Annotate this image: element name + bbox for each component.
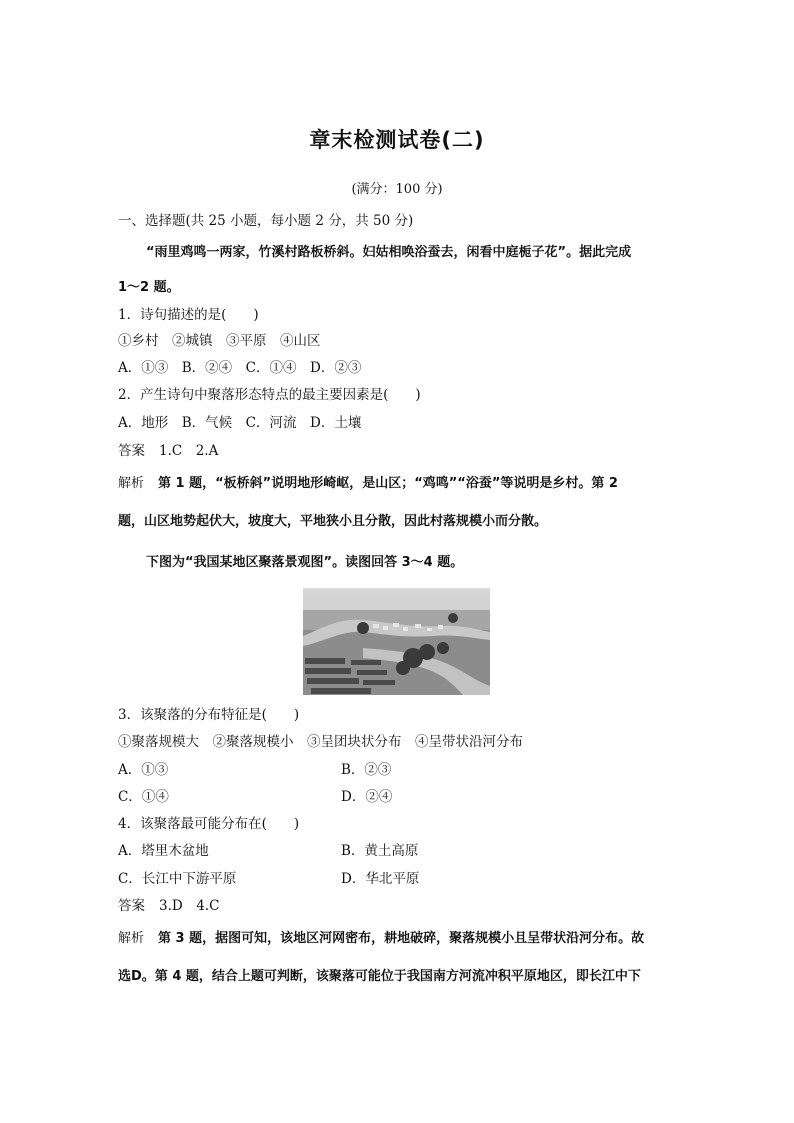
analysis-label: 解析 (118, 931, 145, 946)
analysis-label: 解析 (118, 476, 145, 491)
poem-intro-line1: “雨里鸡鸣一两家，竹溪村路板桥斜。妇姑相唤浴蚕去，闲看中庭栀子花”。据此完成 (146, 245, 632, 260)
q3-choices: ①聚落规模大 ②聚落规模小 ③呈团块状分布 ④呈带状沿河分布 (118, 734, 523, 750)
q3-stem: 3．该聚落的分布特征是( ) (118, 707, 300, 723)
figure-intro: 下图为“我国某地区聚落景观图”。读图回答 3～4 题。 (146, 555, 464, 570)
q4-option-c: C．长江中下游平原 (118, 871, 237, 887)
poem-intro-line2: 1～2 题。 (118, 280, 180, 295)
answer-3-4 (118, 897, 219, 915)
analysis-1-2-line1 (118, 475, 618, 493)
analysis-text: 第 3 题，据图可知，该地区河网密布，耕地破碎，聚落规模小且呈带状沿河分布。故 (158, 931, 645, 946)
q4-option-a: A．塔里木盆地 (118, 843, 209, 859)
q3-option-a: A．①③ (118, 762, 169, 778)
answer-1-2 (118, 442, 218, 460)
q2-options: A．地形 B．气候 C．河流 D．土壤 (118, 415, 362, 431)
answer-text: 1.C 2.A (159, 443, 219, 459)
q3-option-c: C．①④ (118, 789, 169, 805)
analysis-1-2-line2: 题，山区地势起伏大，坡度大，平地狭小且分散，因此村落规模小而分散。 (118, 514, 548, 529)
q2-stem: 2．产生诗句中聚落形态特点的最主要因素是( ) (118, 387, 421, 403)
analysis-3-4-line1 (118, 930, 644, 948)
q1-options: A．①③ B．②④ C．①④ D．②③ (118, 360, 362, 376)
score-note: (满分：100 分) (351, 182, 443, 197)
q4-option-d: D．华北平原 (341, 871, 420, 887)
q3-option-b: B．②③ (341, 762, 392, 778)
q1-stem: 1．诗句描述的是( ) (118, 307, 259, 323)
answer-label: 答案 (118, 443, 145, 459)
analysis-3-4-line2: 选D。第 4 题，结合上题可判断，该聚落可能位于我国南方河流冲积平原地区，即长江中下 (118, 969, 641, 984)
q4-option-b: B．黄土高原 (341, 843, 419, 859)
section-heading: 一、选择题(共 25 小题，每小题 2 分，共 50 分) (118, 213, 414, 229)
page-title: 章末检测试卷(二) (309, 128, 485, 152)
analysis-text: 第 1 题，“板桥斜”说明地形崎岖，是山区；“鸡鸣”“浴蚕”等说明是乡村。第 2 (158, 476, 618, 491)
q1-choices: ①乡村 ②城镇 ③平原 ④山区 (118, 333, 321, 349)
answer-label: 答案 (118, 898, 145, 914)
q4-stem: 4．该聚落最可能分布在( ) (118, 816, 300, 832)
settlement-landscape-photo (303, 588, 490, 695)
answer-text: 3.D 4.C (159, 898, 220, 914)
q3-option-d: D．②④ (341, 789, 393, 805)
